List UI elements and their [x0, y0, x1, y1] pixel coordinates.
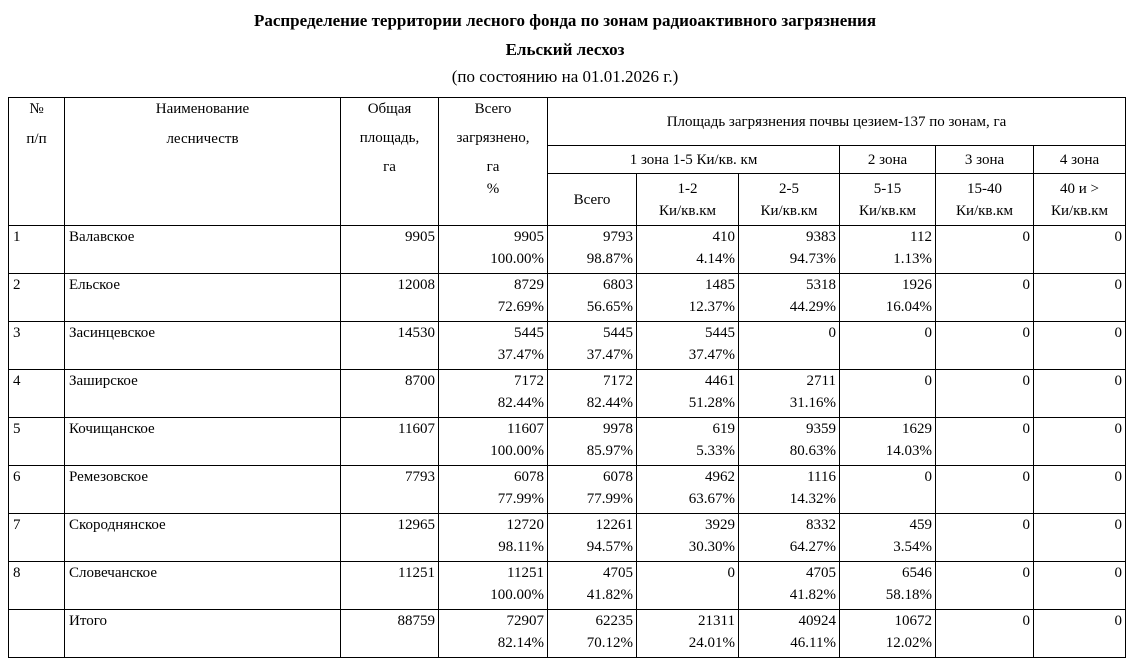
cell-z3: 0 [936, 466, 1034, 514]
cell-area: 9905 [341, 226, 439, 274]
cell-z3: 0 [936, 322, 1034, 370]
cell-z4: 0 [1034, 466, 1126, 514]
cell-z1-2-5 [739, 610, 840, 658]
cell-z1-1-2 [637, 466, 739, 514]
percent: 72.69% [497, 299, 544, 315]
value: 1485 [705, 277, 735, 293]
percent: 24.01% [688, 635, 735, 651]
percent: 85.97% [586, 443, 633, 459]
header-text: % [486, 181, 500, 197]
percent: 37.47% [688, 347, 735, 363]
percent: 14.03% [885, 443, 932, 459]
header-name [65, 98, 341, 226]
table-row [9, 466, 1126, 514]
header-text: лесничеств [166, 131, 239, 147]
value: 62235 [595, 613, 633, 629]
header-text: Ки/кв.км [955, 202, 1014, 219]
value: 5445 [705, 325, 735, 341]
cell-name: Ельское [65, 274, 341, 322]
table-row-total [9, 610, 1126, 658]
cell-z1-1-2 [637, 226, 739, 274]
value: 72907 [506, 613, 544, 629]
cell-z2 [840, 610, 936, 658]
header-text: загрязнено, [456, 130, 530, 146]
cell-contaminated [439, 418, 548, 466]
value: 1116 [807, 469, 836, 485]
value: 0 [828, 325, 836, 341]
value: 6078 [514, 469, 544, 485]
report-subtitle: Ельский лесхоз [505, 40, 625, 59]
cell-z3: 0 [936, 562, 1034, 610]
cell-z3: 0 [936, 610, 1034, 658]
header-text: Ки/кв.км [658, 202, 717, 219]
percent: 82.44% [586, 395, 633, 411]
value: 4705 [603, 565, 633, 581]
cell-area: 14530 [341, 322, 439, 370]
cell-z1-1-2 [637, 274, 739, 322]
percent: 30.30% [688, 539, 735, 555]
percent: 37.47% [497, 347, 544, 363]
cell-z1-total [548, 562, 637, 610]
cell-z4: 0 [1034, 322, 1126, 370]
percent: 56.65% [586, 299, 633, 315]
cell-z4: 0 [1034, 562, 1126, 610]
value: 7172 [603, 373, 633, 389]
cell-z3: 0 [936, 514, 1034, 562]
header-contaminated [439, 98, 548, 226]
percent: 98.87% [586, 251, 633, 267]
value: 9383 [806, 229, 836, 245]
cell-z1-2-5 [739, 562, 840, 610]
percent: 80.63% [789, 443, 836, 459]
percent: 5.33% [696, 443, 735, 459]
cell-name: Кочищанское [65, 418, 341, 466]
cell-z1-2-5 [739, 514, 840, 562]
value: 10672 [894, 613, 932, 629]
value: 1926 [902, 277, 932, 293]
cell-name: Словечанское [65, 562, 341, 610]
value: 9905 [514, 229, 544, 245]
cell-num: 8 [9, 562, 65, 610]
cell-z1-total [548, 514, 637, 562]
cell-z1-total [548, 418, 637, 466]
value: 5445 [514, 325, 544, 341]
cell-z2 [840, 418, 936, 466]
cell-name: Ремезовское [65, 466, 341, 514]
table-row [9, 370, 1126, 418]
header-zone3: 3 зона [936, 146, 1034, 174]
value: 9978 [603, 421, 633, 437]
header-zone1: 1 зона 1-5 Ки/кв. км [548, 146, 840, 174]
cell-contaminated [439, 226, 548, 274]
header-z2-range [840, 174, 936, 226]
value: 9359 [806, 421, 836, 437]
percent: 12.02% [885, 635, 932, 651]
cell-z1-2-5 [739, 370, 840, 418]
cell-num: 5 [9, 418, 65, 466]
cell-name: Засинцевское [65, 322, 341, 370]
cell-num: 2 [9, 274, 65, 322]
value: 7172 [514, 373, 544, 389]
cell-z1-total [548, 466, 637, 514]
percent: 64.27% [789, 539, 836, 555]
cell-z3: 0 [936, 226, 1034, 274]
value: 5318 [806, 277, 836, 293]
value: 3929 [705, 517, 735, 533]
table-row [9, 562, 1126, 610]
percent: 70.12% [586, 635, 633, 651]
header-text: № [29, 101, 44, 117]
report-title: Распределение территории лесного фонда по зонам радиоактивного загрязнения [253, 11, 877, 30]
percent: 98.11% [498, 539, 544, 555]
value: 2711 [806, 373, 836, 389]
cell-contaminated [439, 466, 548, 514]
header-text: 5-15 [873, 180, 902, 197]
value: 112 [910, 229, 932, 245]
cell-area: 7793 [341, 466, 439, 514]
value: 4461 [705, 373, 735, 389]
header-text: 1-2 [677, 180, 698, 197]
percent: 100.00% [490, 587, 544, 603]
cell-name: Валавское [65, 226, 341, 274]
cell-z2 [840, 322, 936, 370]
value: 4705 [806, 565, 836, 581]
percent: 63.67% [688, 491, 735, 507]
value: 0 [924, 325, 932, 341]
percent: 58.18% [885, 587, 932, 603]
header-zone2: 2 зона [840, 146, 936, 174]
cell-area: 11607 [341, 418, 439, 466]
cell-name: Скороднянское [65, 514, 341, 562]
cell-contaminated [439, 274, 548, 322]
header-num [9, 98, 65, 226]
table-row [9, 514, 1126, 562]
header-zone4: 4 зона [1034, 146, 1126, 174]
cell-num: 6 [9, 466, 65, 514]
header-zones-title: Площадь загрязнения почвы цезием-137 по зонам, га [548, 98, 1126, 146]
cell-z1-1-2 [637, 322, 739, 370]
percent: 4.14% [696, 251, 735, 267]
cell-z1-total [548, 322, 637, 370]
value: 5445 [603, 325, 633, 341]
cell-z1-1-2 [637, 562, 739, 610]
value: 410 [712, 229, 735, 245]
header-text: 2-5 [779, 180, 799, 197]
percent: 46.11% [790, 635, 836, 651]
cell-z1-2-5 [739, 274, 840, 322]
percent: 44.29% [789, 299, 836, 315]
percent: 77.99% [497, 491, 544, 507]
cell-z4: 0 [1034, 418, 1126, 466]
header-z1-1-2 [637, 174, 739, 226]
header-z1-total: Всего [548, 174, 637, 226]
header-text: 40 и > [1060, 180, 1099, 197]
cell-contaminated [439, 610, 548, 658]
cell-z4: 0 [1034, 610, 1126, 658]
value: 0 [727, 565, 735, 581]
value: 6078 [603, 469, 633, 485]
cell-z3: 0 [936, 418, 1034, 466]
cell-z1-2-5 [739, 418, 840, 466]
header-text: 15-40 [967, 180, 1002, 197]
cell-z2 [840, 466, 936, 514]
percent: 82.14% [497, 635, 544, 651]
percent: 77.99% [586, 491, 633, 507]
percent: 100.00% [490, 251, 544, 267]
cell-z3: 0 [936, 370, 1034, 418]
header-text: Ки/кв.км [858, 202, 917, 219]
header-z4-range [1034, 174, 1126, 226]
header-row-1 [9, 98, 1126, 146]
percent: 100.00% [490, 443, 544, 459]
value: 0 [924, 469, 932, 485]
value: 6803 [603, 277, 633, 293]
cell-z1-total [548, 370, 637, 418]
header-text: п/п [26, 131, 47, 147]
cell-z1-1-2 [637, 418, 739, 466]
cell-area: 88759 [341, 610, 439, 658]
header-text: Общая [367, 101, 412, 117]
value: 0 [924, 373, 932, 389]
cell-z4: 0 [1034, 370, 1126, 418]
percent: 51.28% [688, 395, 735, 411]
cell-z1-total [548, 610, 637, 658]
header-text: га [383, 159, 396, 175]
header-z3-range [936, 174, 1034, 226]
cell-z4: 0 [1034, 514, 1126, 562]
cell-z1-2-5 [739, 466, 840, 514]
report-date: (по состоянию на 01.01.2026 г.) [451, 67, 679, 86]
value: 6546 [902, 565, 932, 581]
table-row [9, 322, 1126, 370]
value: 8729 [514, 277, 544, 293]
value: 8332 [806, 517, 836, 533]
cell-z1-total [548, 274, 637, 322]
cell-z2 [840, 562, 936, 610]
table-row [9, 226, 1126, 274]
cell-num: 4 [9, 370, 65, 418]
percent: 37.47% [586, 347, 633, 363]
contamination-table [8, 97, 1126, 658]
cell-num: 7 [9, 514, 65, 562]
cell-z1-1-2 [637, 370, 739, 418]
percent: 41.82% [586, 587, 633, 603]
cell-num: 3 [9, 322, 65, 370]
table-row [9, 418, 1126, 466]
cell-z1-2-5 [739, 226, 840, 274]
cell-z1-2-5 [739, 322, 840, 370]
value: 9793 [603, 229, 633, 245]
cell-contaminated [439, 562, 548, 610]
value: 40924 [798, 613, 836, 629]
percent: 82.44% [497, 395, 544, 411]
cell-z2 [840, 274, 936, 322]
percent: 16.04% [885, 299, 932, 315]
cell-z1-1-2 [637, 610, 739, 658]
cell-num: 1 [9, 226, 65, 274]
cell-name: Заширское [65, 370, 341, 418]
cell-z4: 0 [1034, 226, 1126, 274]
cell-area: 12008 [341, 274, 439, 322]
value: 21311 [698, 613, 735, 629]
percent: 14.32% [789, 491, 836, 507]
cell-z4: 0 [1034, 274, 1126, 322]
percent: 31.16% [789, 395, 836, 411]
value: 12720 [506, 517, 544, 533]
percent: 1.13% [893, 251, 932, 267]
value: 12261 [595, 517, 633, 533]
percent: 41.82% [789, 587, 836, 603]
cell-area: 12965 [341, 514, 439, 562]
cell-z1-1-2 [637, 514, 739, 562]
percent: 94.73% [789, 251, 836, 267]
cell-contaminated [439, 322, 548, 370]
header-z1-2-5 [739, 174, 840, 226]
cell-area: 11251 [341, 562, 439, 610]
header-text: Всего [474, 101, 512, 117]
cell-contaminated [439, 514, 548, 562]
percent: 3.54% [893, 539, 932, 555]
cell-area: 8700 [341, 370, 439, 418]
percent: 12.37% [688, 299, 735, 315]
cell-z3: 0 [936, 274, 1034, 322]
value: 11607 [507, 421, 544, 437]
cell-z2 [840, 370, 936, 418]
cell-name: Итого [65, 610, 341, 658]
header-total-area [341, 98, 439, 226]
header-text: Ки/кв.км [760, 202, 818, 219]
value: 4962 [705, 469, 735, 485]
percent: 94.57% [586, 539, 633, 555]
header-text: Наименование [155, 101, 250, 117]
value: 1629 [902, 421, 932, 437]
value: 11251 [507, 565, 544, 581]
header-text: Ки/кв.км [1050, 202, 1109, 219]
cell-num [9, 610, 65, 658]
table-row [9, 274, 1126, 322]
cell-z2 [840, 226, 936, 274]
header-text: площадь, [359, 130, 420, 146]
cell-z2 [840, 514, 936, 562]
header-text: га [486, 159, 500, 175]
value: 459 [909, 517, 932, 533]
value: 619 [712, 421, 735, 437]
cell-z1-total [548, 226, 637, 274]
cell-contaminated [439, 370, 548, 418]
